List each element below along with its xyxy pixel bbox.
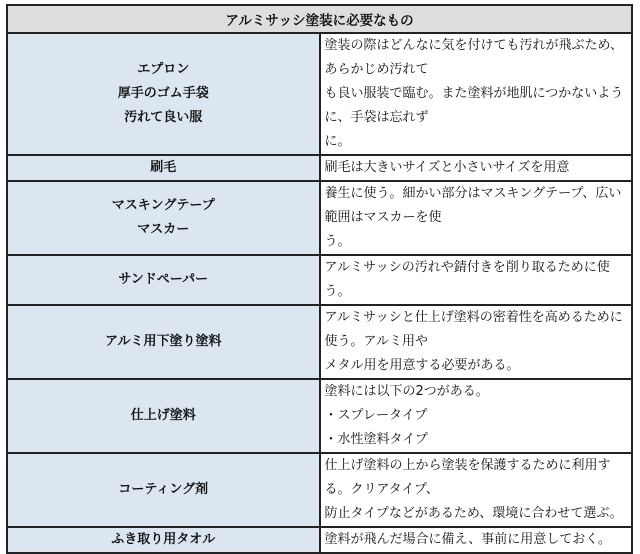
description-cell [320, 453, 633, 527]
item-label: マスキングテープ [111, 198, 215, 213]
table-row [7, 155, 632, 181]
item-label: 汚れて良い服 [124, 110, 203, 125]
item-cell [7, 33, 320, 155]
item-label: エプロン [137, 62, 190, 77]
description-text: 仕上げ塗料の上から塗装を保護するために利用する。クリアタイプ、 [324, 458, 611, 497]
table-row [7, 527, 632, 553]
description-cell [320, 255, 633, 305]
description-text: 塗料が飛んだ場合に備え、事前に用意しておく。 [324, 532, 612, 547]
description-text: ・スプレータイプ [324, 408, 428, 423]
item-label: 厚手のゴム手袋 [117, 86, 209, 101]
item-label: マスカー [137, 222, 190, 237]
description-cell [320, 305, 633, 379]
item-cell [7, 305, 320, 379]
table-row [7, 453, 632, 527]
item-label: コーティング剤 [118, 482, 209, 497]
item-cell [7, 453, 320, 527]
description-text: 刷毛は大きいサイズと小さいサイズを用意 [324, 160, 570, 175]
description-cell [320, 33, 633, 155]
table-row [7, 33, 632, 155]
item-label: 刷毛 [150, 160, 177, 175]
description-text: も良い服装で臨む。また塗料が地肌につかないように、手袋は忘れず [324, 86, 624, 125]
description-text: 防止タイプなどがあるため、環境に合わせて選ぶ。 [324, 506, 623, 521]
item-label: サンドペーパー [118, 272, 209, 287]
description-text: 塗料には以下の2つがある。 [324, 384, 489, 399]
description-cell [320, 181, 633, 255]
supplies-table [6, 4, 633, 554]
description-text: に。 [324, 134, 351, 149]
item-cell [7, 155, 320, 181]
description-text: アルミサッシの汚れや錆付きを削り取るために使う。 [324, 260, 610, 299]
description-text: メタル用を用意する必要がある。 [324, 358, 520, 373]
description-cell [320, 527, 633, 553]
item-label: アルミ用下塗り塗料 [105, 334, 222, 349]
table-row [7, 255, 632, 305]
table-row [7, 181, 632, 255]
description-text: ・水性塗料タイプ [324, 432, 428, 447]
table-row [7, 305, 632, 379]
table-title: アルミサッシ塗装に必要なもの [7, 5, 632, 33]
item-cell [7, 527, 320, 553]
item-label: ふき取り用タオル [111, 532, 216, 547]
table-row [7, 379, 632, 453]
item-cell [7, 379, 320, 453]
description-text: 塗装の際はどんなに気を付けても汚れが飛ぶため、あらかじめ汚れて [324, 38, 623, 77]
description-text: う。 [324, 234, 351, 249]
description-text: アルミサッシと仕上げ塗料の密着性を高めるために使う。アルミ用や [324, 310, 623, 349]
description-cell [320, 155, 633, 181]
item-cell [7, 255, 320, 305]
description-cell [320, 379, 633, 453]
description-text: 養生に使う。細かい部分はマスキングテープ、広い範囲はマスカーを使 [324, 186, 622, 225]
item-cell [7, 181, 320, 255]
supplies-table-container [6, 4, 633, 554]
item-label: 仕上げ塗料 [130, 408, 196, 423]
